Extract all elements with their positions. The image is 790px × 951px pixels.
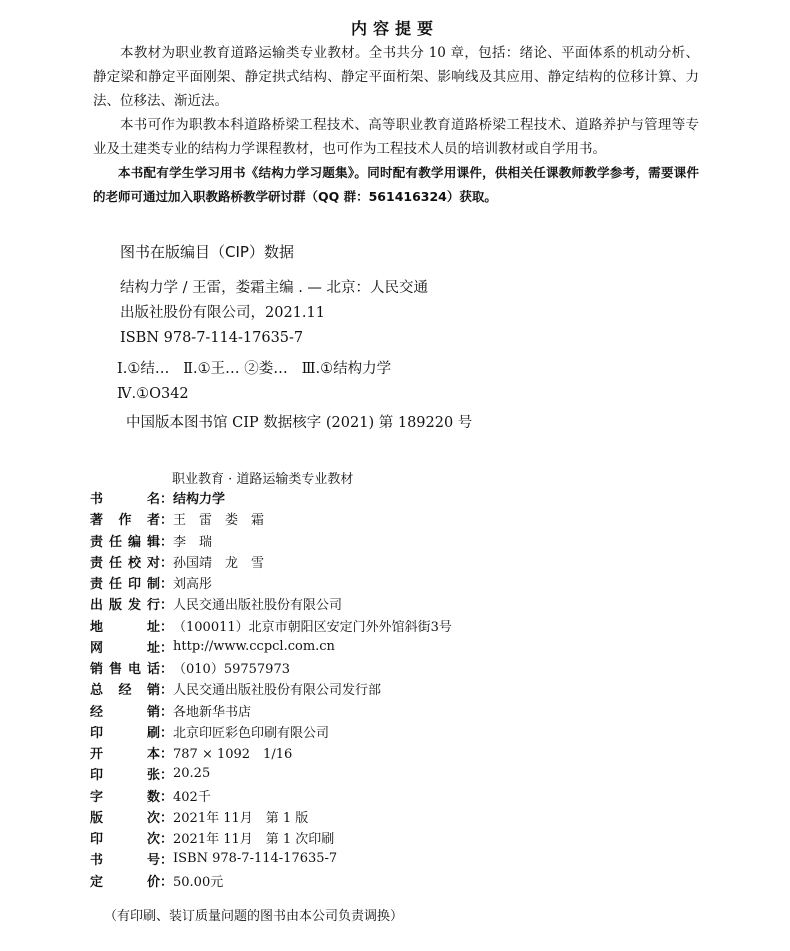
imprint-label — [90, 616, 160, 635]
cip-entry-line: 出版社股份有限公司，2021.11 — [120, 305, 325, 321]
imprint-label-char: 售 — [108, 662, 122, 678]
imprint-label-char: 字 — [90, 789, 104, 805]
summary-title: 内容提要 — [350, 19, 439, 38]
imprint-label-char: 任 — [108, 577, 122, 593]
imprint-row — [90, 721, 590, 742]
imprint-value: 2021年 11月 第 1 版 — [173, 810, 309, 826]
summary-note: 本书配有学生学习用书《结构力学习题集》。同时配有教学用课件，供相关任课教师教学参考，需要课件的老师可通过加入职教路桥教学研讨群（QQ 群：561416324）获取。 — [93, 165, 699, 204]
imprint-value: 402千 — [173, 789, 211, 805]
imprint-label — [90, 743, 160, 762]
imprint-label — [90, 658, 160, 677]
cip-heading: 图书在版编目（CIP）数据 — [120, 243, 294, 261]
imprint-label-char: 数 — [146, 789, 160, 805]
imprint-value: 人民交通出版社股份有限公司 — [173, 598, 343, 614]
imprint-label — [90, 488, 160, 507]
imprint-label — [90, 552, 160, 571]
imprint-label-char: 销 — [90, 662, 104, 678]
imprint-colon: ： — [160, 789, 174, 805]
imprint-value: 北京印匠彩色印刷有限公司 — [173, 725, 330, 741]
imprint-label-char: 印 — [90, 768, 104, 784]
imprint-row — [90, 508, 590, 529]
imprint-colon: ： — [160, 492, 174, 508]
imprint-label-char: 价 — [146, 874, 160, 890]
imprint-label-char: 张 — [146, 768, 160, 784]
imprint-colon: ： — [160, 577, 174, 593]
summary-paragraph: 本书可作为职教本科道路桥梁工程技术、高等职业教育道路桥梁工程技术、道路养护与管理等专业及土建类专业的结构力学课程教材，也可作为工程技术人员的培训教材或自学用书。 — [93, 117, 699, 157]
imprint-label-char: 话 — [146, 662, 160, 678]
imprint-label — [90, 722, 160, 741]
imprint-label-char: 网 — [90, 640, 104, 656]
imprint-label-char: 书 — [90, 853, 104, 869]
imprint-colon: ： — [160, 619, 174, 635]
imprint-row — [90, 551, 590, 572]
series-name: 职业教育 · 道路运输类专业教材 — [172, 472, 354, 487]
imprint-label-char: 印 — [90, 725, 104, 741]
imprint-row — [90, 806, 590, 827]
imprint-colon: ： — [160, 683, 174, 699]
imprint-colon: ： — [160, 555, 174, 571]
imprint-row — [90, 593, 590, 614]
imprint-label-char: 本 — [146, 747, 160, 763]
imprint-label-char: 者 — [146, 513, 160, 529]
imprint-colon: ： — [160, 534, 174, 550]
imprint-colon: ： — [160, 598, 174, 614]
summary-paragraph: 本教材为职业教育道路运输类专业教材。全书共分 10 章，包括：绪论、平面体系的机动分析、静定梁和静定平面刚架、静定拱式结构、静定平面桁架、影响线及其应用、静定结构的位移计算、力法、位移法、渐近法。 — [93, 45, 699, 109]
imprint-value: 20.25 — [173, 766, 211, 782]
imprint-label — [90, 679, 160, 698]
imprint-label-char: 次 — [146, 810, 160, 826]
imprint-label-char: 电 — [127, 662, 141, 678]
imprint-row — [90, 827, 590, 848]
imprint-row — [90, 700, 590, 721]
imprint-label-char: 名 — [146, 492, 160, 508]
imprint-row — [90, 870, 590, 891]
imprint-label-char: 责 — [90, 577, 104, 593]
imprint-colon: ： — [160, 768, 174, 784]
imprint-label — [90, 573, 160, 592]
imprint-label-char: 址 — [146, 619, 160, 635]
imprint-colon: ： — [160, 662, 174, 678]
imprint-colon: ： — [160, 853, 174, 869]
imprint-label-char: 定 — [90, 874, 104, 890]
imprint-label-char: 经 — [118, 683, 132, 699]
imprint-colon: ： — [160, 513, 174, 529]
cip-classification — [117, 357, 391, 407]
imprint-colon: ： — [160, 725, 174, 741]
imprint-footnote: （有印刷、装订质量问题的图书由本公司负责调换） — [104, 909, 404, 924]
imprint-label-char: 对 — [146, 555, 160, 571]
imprint-label-char: 辑 — [146, 534, 160, 550]
cip-verify-line: 中国版本图书馆 CIP 数据核字 (2021) 第 189220 号 — [126, 415, 473, 431]
summary-section — [93, 41, 699, 209]
imprint-colon: ： — [160, 810, 174, 826]
imprint-row — [90, 572, 590, 593]
imprint-value: 结构力学 — [173, 492, 226, 508]
imprint-label-char: 印 — [127, 577, 141, 593]
imprint-row — [90, 657, 590, 678]
imprint-row — [90, 763, 590, 784]
imprint-label-char: 书 — [90, 492, 104, 508]
imprint-label-char: 编 — [127, 534, 141, 550]
imprint-label — [90, 849, 160, 868]
imprint-value: 各地新华书店 — [173, 704, 252, 720]
imprint-label — [90, 764, 160, 783]
imprint-table — [90, 487, 590, 891]
imprint-value: （010）59757973 — [173, 662, 290, 678]
imprint-label — [90, 637, 160, 656]
imprint-label — [90, 807, 160, 826]
imprint-colon: ： — [160, 832, 174, 848]
imprint-label — [90, 701, 160, 720]
imprint-label-char: 销 — [146, 704, 160, 720]
imprint-label-char: 作 — [118, 513, 132, 529]
imprint-value: ISBN 978-7-114-17635-7 — [173, 851, 338, 867]
imprint-label-char: 印 — [90, 832, 104, 848]
imprint-label-char: 次 — [146, 832, 160, 848]
imprint-label-char: 刷 — [146, 725, 160, 741]
imprint-label-char: 号 — [146, 853, 160, 869]
imprint-label — [90, 594, 160, 613]
imprint-row — [90, 530, 590, 551]
imprint-colon: ： — [160, 704, 174, 720]
imprint-label-char: 销 — [146, 683, 160, 699]
imprint-label-char: 校 — [127, 555, 141, 571]
imprint-label — [90, 786, 160, 805]
imprint-value: 王 雷 娄 霜 — [173, 513, 265, 529]
imprint-value: 刘高彤 — [173, 577, 213, 593]
imprint-row — [90, 636, 590, 657]
imprint-label-char: 开 — [90, 747, 104, 763]
imprint-row — [90, 742, 590, 763]
imprint-row — [90, 487, 590, 508]
imprint-label-char: 出 — [90, 598, 104, 614]
imprint-value: 李 瑞 — [173, 534, 213, 550]
cip-verify-number — [126, 412, 472, 434]
imprint-colon: ： — [160, 640, 174, 656]
cip-entry — [120, 276, 428, 351]
imprint-label-char: 任 — [108, 555, 122, 571]
imprint-label-char: 责 — [90, 555, 104, 571]
imprint-value: 50.00元 — [173, 874, 224, 890]
imprint-value: 787 × 1092 1/16 — [173, 747, 293, 763]
imprint-label — [90, 871, 160, 890]
imprint-label-char: 责 — [90, 534, 104, 550]
imprint-label-char: 经 — [90, 704, 104, 720]
imprint-value: （100011）北京市朝阳区安定门外外馆斜街3号 — [173, 619, 452, 635]
imprint-label-char: 总 — [90, 683, 104, 699]
imprint-value: 2021年 11月 第 1 次印刷 — [173, 832, 335, 848]
imprint-label-char: 制 — [146, 577, 160, 593]
imprint-row — [90, 615, 590, 636]
imprint-row — [90, 785, 590, 806]
imprint-label — [90, 531, 160, 550]
imprint-row — [90, 848, 590, 869]
imprint-label-char: 发 — [127, 598, 141, 614]
imprint-colon: ： — [160, 747, 174, 763]
imprint-label-char: 地 — [90, 619, 104, 635]
cip-entry-line: ISBN 978-7-114-17635-7 — [120, 330, 304, 346]
imprint-label-char: 版 — [90, 810, 104, 826]
imprint-value: 孙国靖 龙 雪 — [173, 555, 265, 571]
imprint-row — [90, 678, 590, 699]
imprint-label-char: 著 — [90, 513, 104, 529]
cip-classify-line: Ⅰ.①结… Ⅱ.①王… ②娄… Ⅲ.①结构力学 — [117, 361, 392, 377]
cip-classify-line: Ⅳ.①O342 — [117, 386, 189, 402]
imprint-label — [90, 828, 160, 847]
imprint-value: 人民交通出版社股份有限公司发行部 — [173, 683, 382, 699]
imprint-label-char: 址 — [146, 640, 160, 656]
imprint-label-char: 任 — [108, 534, 122, 550]
imprint-colon: ： — [160, 874, 174, 890]
cip-entry-line: 结构力学 / 王雷，娄霜主编 . — 北京：人民交通 — [120, 280, 429, 296]
imprint-value: http://www.ccpcl.com.cn — [173, 638, 335, 654]
imprint-label-char: 行 — [146, 598, 160, 614]
imprint-label — [90, 509, 160, 528]
imprint-label-char: 版 — [108, 598, 122, 614]
